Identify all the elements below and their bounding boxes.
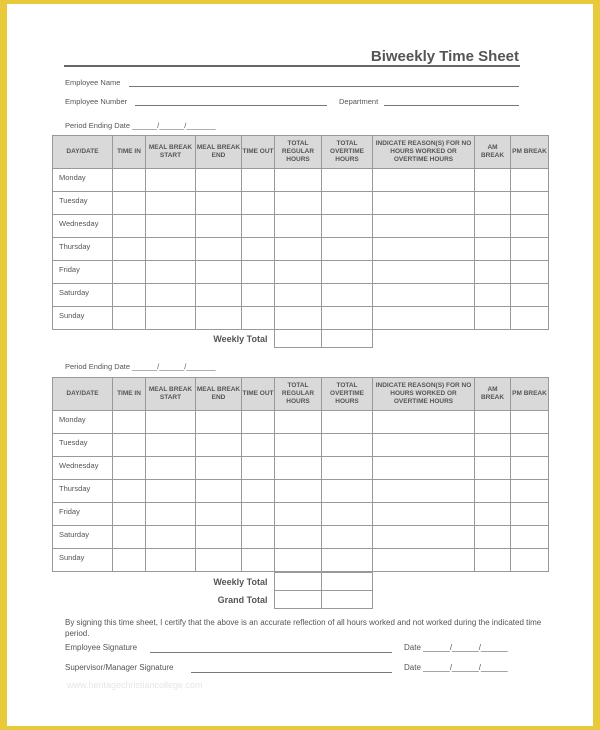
spacer bbox=[372, 591, 548, 609]
table-cell[interactable] bbox=[196, 261, 242, 284]
table-cell[interactable] bbox=[373, 434, 475, 457]
table-cell[interactable] bbox=[146, 169, 196, 192]
spacer bbox=[372, 573, 548, 591]
table-cell[interactable] bbox=[196, 169, 242, 192]
table-cell[interactable] bbox=[275, 480, 322, 503]
table-cell[interactable] bbox=[322, 434, 373, 457]
table-cell[interactable] bbox=[322, 503, 373, 526]
table-cell[interactable] bbox=[275, 215, 322, 238]
table-cell[interactable] bbox=[511, 411, 549, 434]
table-cell[interactable] bbox=[113, 434, 146, 457]
table-row bbox=[53, 261, 549, 284]
employee-date-field[interactable]: ______/______/______ bbox=[423, 643, 508, 652]
grand-total-regular-cell[interactable] bbox=[274, 591, 321, 609]
weekly-total-row bbox=[52, 573, 548, 591]
day-label: Monday bbox=[53, 411, 113, 434]
supervisor-signature-label: Supervisor/Manager Signature bbox=[65, 663, 174, 672]
table-cell[interactable] bbox=[373, 503, 475, 526]
header-row bbox=[53, 378, 549, 411]
employee-name-field[interactable] bbox=[129, 86, 519, 87]
table-cell[interactable] bbox=[511, 284, 549, 307]
col-pm-break: PM BREAK bbox=[511, 136, 549, 169]
table-cell[interactable] bbox=[475, 215, 511, 238]
supervisor-date-field[interactable]: ______/______/______ bbox=[423, 663, 508, 672]
table-row bbox=[53, 480, 549, 503]
table-cell[interactable] bbox=[242, 169, 275, 192]
weekly-total-regular-cell[interactable] bbox=[274, 330, 321, 348]
table-cell[interactable] bbox=[511, 457, 549, 480]
table-cell[interactable] bbox=[275, 549, 322, 572]
col-total-overtime-hours: TOTAL OVERTIME HOURS bbox=[322, 136, 373, 169]
day-label: Sunday bbox=[53, 307, 113, 330]
table-cell[interactable] bbox=[196, 215, 242, 238]
col-reason: INDICATE REASON(S) FOR NO HOURS WORKED OR OVERTIME HOURS bbox=[373, 136, 475, 169]
page-title: Biweekly Time Sheet bbox=[370, 48, 519, 65]
col-am-break: AM BREAK bbox=[475, 136, 511, 169]
weekly-total-row bbox=[52, 330, 548, 348]
col-time-out: TIME OUT bbox=[242, 136, 275, 169]
week-1-table bbox=[52, 135, 549, 330]
table-cell[interactable] bbox=[113, 457, 146, 480]
table-cell[interactable] bbox=[242, 307, 275, 330]
table-cell[interactable] bbox=[242, 457, 275, 480]
table-cell[interactable] bbox=[113, 261, 146, 284]
table-cell[interactable] bbox=[475, 526, 511, 549]
table-cell[interactable] bbox=[373, 215, 475, 238]
day-label: Sunday bbox=[53, 549, 113, 572]
table-cell[interactable] bbox=[146, 284, 196, 307]
table-cell[interactable] bbox=[146, 261, 196, 284]
table-row bbox=[53, 549, 549, 572]
table-cell[interactable] bbox=[475, 411, 511, 434]
week-1-body bbox=[53, 169, 549, 330]
day-label: Thursday bbox=[53, 480, 113, 503]
table-cell[interactable] bbox=[146, 307, 196, 330]
table-row bbox=[53, 192, 549, 215]
col-total-regular-hours: TOTAL REGULAR HOURS bbox=[275, 136, 322, 169]
table-cell[interactable] bbox=[113, 503, 146, 526]
col-time-in: TIME IN bbox=[113, 378, 146, 411]
table-cell[interactable] bbox=[242, 411, 275, 434]
table-row bbox=[53, 169, 549, 192]
table-cell[interactable] bbox=[511, 434, 549, 457]
table-cell[interactable] bbox=[275, 284, 322, 307]
table-cell[interactable] bbox=[196, 434, 242, 457]
watermark: www.heritagechristiancollege.com bbox=[67, 680, 203, 690]
grand-total-overtime-cell[interactable] bbox=[321, 591, 372, 609]
col-time-in: TIME IN bbox=[113, 136, 146, 169]
weekly-total-overtime-cell[interactable] bbox=[321, 330, 372, 348]
col-day-date: DAY/DATE bbox=[53, 378, 113, 411]
table-cell[interactable] bbox=[275, 238, 322, 261]
spacer bbox=[372, 330, 548, 348]
employee-name-label: Employee Name bbox=[65, 78, 121, 87]
employee-date-label: Date ______/______/______ bbox=[404, 643, 508, 652]
table-cell[interactable] bbox=[475, 457, 511, 480]
col-total-overtime-hours: TOTAL OVERTIME HOURS bbox=[322, 378, 373, 411]
table-cell[interactable] bbox=[322, 526, 373, 549]
table-cell[interactable] bbox=[373, 526, 475, 549]
table-cell[interactable] bbox=[475, 307, 511, 330]
table-row bbox=[53, 238, 549, 261]
table-cell[interactable] bbox=[113, 215, 146, 238]
table-cell[interactable] bbox=[113, 549, 146, 572]
table-cell[interactable] bbox=[196, 307, 242, 330]
table-cell[interactable] bbox=[511, 503, 549, 526]
week-2-totals bbox=[52, 572, 548, 609]
supervisor-date-label: Date ______/______/______ bbox=[404, 663, 508, 672]
table-row bbox=[53, 526, 549, 549]
employee-number-field[interactable] bbox=[135, 105, 327, 106]
table-cell[interactable] bbox=[242, 434, 275, 457]
table-cell[interactable] bbox=[146, 238, 196, 261]
table-cell[interactable] bbox=[242, 261, 275, 284]
table-cell[interactable] bbox=[146, 411, 196, 434]
table-cell[interactable] bbox=[373, 307, 475, 330]
table-row bbox=[53, 434, 549, 457]
period-ending-date-label: Period Ending Date ______/______/_______ bbox=[65, 121, 216, 130]
table-cell[interactable] bbox=[146, 434, 196, 457]
day-label: Saturday bbox=[53, 284, 113, 307]
week-1-totals bbox=[52, 329, 548, 348]
col-meal-break-end: MEAL BREAK END bbox=[196, 378, 242, 411]
table-cell[interactable] bbox=[196, 503, 242, 526]
col-day-date: DAY/DATE bbox=[53, 136, 113, 169]
table-cell[interactable] bbox=[373, 261, 475, 284]
table-cell[interactable] bbox=[275, 307, 322, 330]
table-cell[interactable] bbox=[196, 549, 242, 572]
table-cell[interactable] bbox=[275, 169, 322, 192]
table-cell[interactable] bbox=[146, 192, 196, 215]
table-cell[interactable] bbox=[196, 457, 242, 480]
table-cell[interactable] bbox=[475, 238, 511, 261]
table-cell[interactable] bbox=[511, 549, 549, 572]
day-label: Tuesday bbox=[53, 434, 113, 457]
table-row bbox=[53, 307, 549, 330]
table-cell[interactable] bbox=[146, 457, 196, 480]
title-rule bbox=[64, 65, 520, 67]
table-cell[interactable] bbox=[373, 457, 475, 480]
table-cell[interactable] bbox=[373, 284, 475, 307]
table-cell[interactable] bbox=[196, 411, 242, 434]
table-cell[interactable] bbox=[242, 192, 275, 215]
day-label: Thursday bbox=[53, 238, 113, 261]
table-cell[interactable] bbox=[475, 434, 511, 457]
table-cell[interactable] bbox=[242, 238, 275, 261]
table-cell[interactable] bbox=[113, 480, 146, 503]
col-time-out: TIME OUT bbox=[242, 378, 275, 411]
table-cell[interactable] bbox=[322, 284, 373, 307]
table-cell[interactable] bbox=[322, 457, 373, 480]
table-cell[interactable] bbox=[322, 480, 373, 503]
table-cell[interactable] bbox=[113, 411, 146, 434]
table-cell[interactable] bbox=[113, 526, 146, 549]
table-cell[interactable] bbox=[113, 307, 146, 330]
day-label: Wednesday bbox=[53, 457, 113, 480]
table-cell[interactable] bbox=[322, 411, 373, 434]
table-cell[interactable] bbox=[113, 284, 146, 307]
table-cell[interactable] bbox=[196, 192, 242, 215]
table-cell[interactable] bbox=[511, 169, 549, 192]
col-am-break: AM BREAK bbox=[475, 378, 511, 411]
time-sheet-page bbox=[7, 4, 593, 726]
table-cell[interactable] bbox=[242, 503, 275, 526]
table-cell[interactable] bbox=[373, 192, 475, 215]
grand-total-label: Grand Total bbox=[217, 594, 268, 605]
table-row bbox=[53, 284, 549, 307]
table-cell[interactable] bbox=[373, 238, 475, 261]
table-cell[interactable] bbox=[196, 480, 242, 503]
table-cell[interactable] bbox=[275, 411, 322, 434]
table-cell[interactable] bbox=[196, 238, 242, 261]
period-ending-date-label-2: Period Ending Date ______/______/_______ bbox=[65, 362, 216, 371]
table-cell[interactable] bbox=[322, 261, 373, 284]
table-cell[interactable] bbox=[113, 192, 146, 215]
table-cell[interactable] bbox=[322, 307, 373, 330]
table-cell[interactable] bbox=[322, 169, 373, 192]
table-cell[interactable] bbox=[113, 169, 146, 192]
table-cell[interactable] bbox=[242, 284, 275, 307]
table-cell[interactable] bbox=[511, 480, 549, 503]
header-row bbox=[53, 136, 549, 169]
table-cell[interactable] bbox=[475, 480, 511, 503]
table-cell[interactable] bbox=[275, 457, 322, 480]
table-cell[interactable] bbox=[146, 215, 196, 238]
employee-number-label: Employee Number bbox=[65, 97, 128, 106]
table-cell[interactable] bbox=[475, 503, 511, 526]
period-ending-date-field-2[interactable]: ______/______/_______ bbox=[132, 362, 216, 371]
table-cell[interactable] bbox=[322, 192, 373, 215]
table-row bbox=[53, 411, 549, 434]
week-2-table bbox=[52, 377, 549, 572]
table-cell[interactable] bbox=[196, 284, 242, 307]
table-cell[interactable] bbox=[475, 284, 511, 307]
col-meal-break-start: MEAL BREAK START bbox=[146, 378, 196, 411]
period-ending-date-field[interactable]: ______/______/_______ bbox=[132, 121, 216, 130]
table-cell[interactable] bbox=[373, 411, 475, 434]
col-reason: INDICATE REASON(S) FOR NO HOURS WORKED OR OVERTIME HOURS bbox=[373, 378, 475, 411]
employee-signature-field[interactable] bbox=[150, 652, 392, 653]
certification-text: By signing this time sheet, I certify that the above is an accurate reflection of all hours worked and not worked during the indicated time period. bbox=[65, 618, 542, 638]
table-cell[interactable] bbox=[275, 503, 322, 526]
table-cell[interactable] bbox=[322, 238, 373, 261]
table-cell[interactable] bbox=[511, 192, 549, 215]
weekly-total-label: Weekly Total bbox=[213, 333, 268, 344]
table-cell[interactable] bbox=[242, 480, 275, 503]
table-cell[interactable] bbox=[511, 215, 549, 238]
table-cell[interactable] bbox=[242, 526, 275, 549]
table-cell[interactable] bbox=[475, 261, 511, 284]
week-2-body bbox=[53, 411, 549, 572]
table-row bbox=[53, 215, 549, 238]
table-cell[interactable] bbox=[146, 526, 196, 549]
day-label: Saturday bbox=[53, 526, 113, 549]
table-cell[interactable] bbox=[373, 549, 475, 572]
table-cell[interactable] bbox=[113, 238, 146, 261]
table-cell[interactable] bbox=[511, 238, 549, 261]
table-cell[interactable] bbox=[275, 261, 322, 284]
weekly-total-label: Weekly Total bbox=[213, 576, 268, 587]
table-cell[interactable] bbox=[146, 503, 196, 526]
day-label: Tuesday bbox=[53, 192, 113, 215]
department-label: Department bbox=[339, 97, 379, 106]
table-cell[interactable] bbox=[475, 169, 511, 192]
department-field[interactable] bbox=[384, 105, 519, 106]
table-cell[interactable] bbox=[322, 549, 373, 572]
table-cell[interactable] bbox=[511, 261, 549, 284]
col-meal-break-start: MEAL BREAK START bbox=[146, 136, 196, 169]
day-label: Wednesday bbox=[53, 215, 113, 238]
table-cell[interactable] bbox=[511, 307, 549, 330]
table-cell[interactable] bbox=[373, 480, 475, 503]
table-cell[interactable] bbox=[146, 549, 196, 572]
grand-total-row bbox=[52, 591, 548, 609]
weekly-total-regular-cell[interactable] bbox=[274, 573, 321, 591]
table-cell[interactable] bbox=[373, 169, 475, 192]
table-cell[interactable] bbox=[275, 526, 322, 549]
day-label: Monday bbox=[53, 169, 113, 192]
table-cell[interactable] bbox=[242, 549, 275, 572]
table-cell[interactable] bbox=[275, 192, 322, 215]
col-total-regular-hours: TOTAL REGULAR HOURS bbox=[275, 378, 322, 411]
day-label: Friday bbox=[53, 503, 113, 526]
table-cell[interactable] bbox=[196, 526, 242, 549]
employee-signature-label: Employee Signature bbox=[65, 643, 138, 652]
table-cell[interactable] bbox=[146, 480, 196, 503]
table-row bbox=[53, 503, 549, 526]
table-cell[interactable] bbox=[242, 215, 275, 238]
col-meal-break-end: MEAL BREAK END bbox=[196, 136, 242, 169]
supervisor-signature-field[interactable] bbox=[191, 672, 392, 673]
table-cell[interactable] bbox=[475, 192, 511, 215]
weekly-total-overtime-cell[interactable] bbox=[321, 573, 372, 591]
table-cell[interactable] bbox=[275, 434, 322, 457]
table-cell[interactable] bbox=[511, 526, 549, 549]
col-pm-break: PM BREAK bbox=[511, 378, 549, 411]
day-label: Friday bbox=[53, 261, 113, 284]
table-cell[interactable] bbox=[322, 215, 373, 238]
table-cell[interactable] bbox=[475, 549, 511, 572]
table-row bbox=[53, 457, 549, 480]
